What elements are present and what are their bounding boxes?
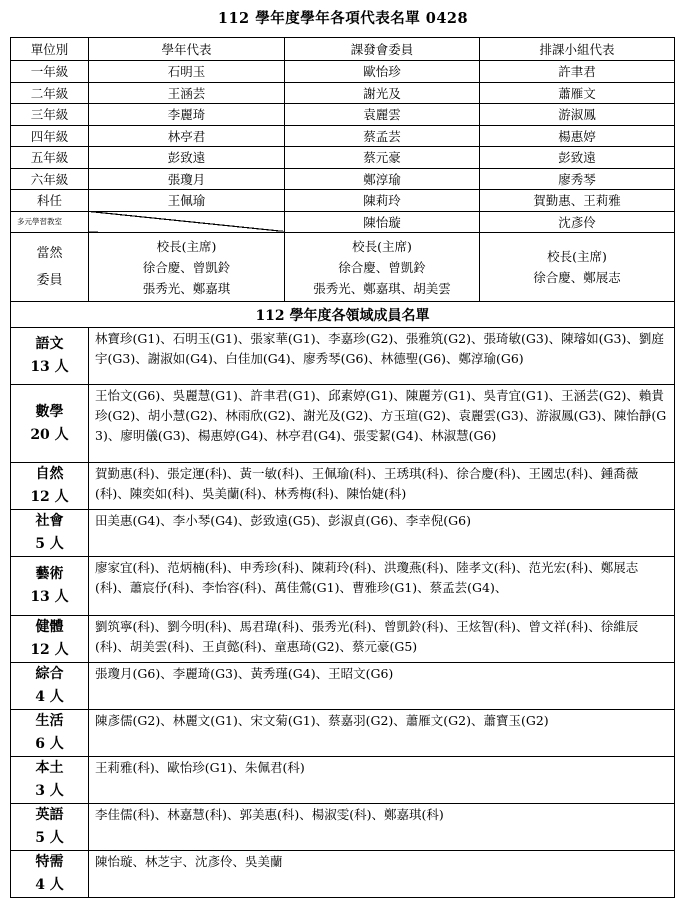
unit-cell: 一年級 <box>11 61 89 83</box>
committee-cell: 陳莉玲 <box>285 190 480 212</box>
domain-name: 綜合 <box>35 666 64 682</box>
schedule-cell: 游淑鳳 <box>480 104 675 126</box>
domain-members: 田美惠(G4)、李小琴(G4)、彭致遠(G5)、彭淑貞(G6)、李幸倪(G6) <box>89 510 675 557</box>
domain-name: 生活 <box>35 713 64 729</box>
domain-members: 王莉雅(科)、歐怡珍(G1)、朱佩君(科) <box>89 757 675 804</box>
grade-rep-cell: 張瓊月 <box>89 168 285 190</box>
committee-cell: 袁麗雲 <box>285 104 480 126</box>
unit-cell: 五年級 <box>11 147 89 169</box>
domain-members: 劉筑寧(科)、劉今明(科)、馬君瑋(科)、張秀光(科)、曾凱鈴(科)、王炫智(科)、曾文祥(科)、徐維辰(科)、胡美雲(科)、王貞懿(科)、童惠琦(G2)、蔡元豪(G5) <box>89 616 675 663</box>
domain-name: 語文 <box>35 336 64 352</box>
grade-rep-cell: 王佩瑜 <box>89 190 285 212</box>
domain-row <box>11 804 675 851</box>
domain-count: 13 人 <box>30 589 69 605</box>
domain-name: 特需 <box>35 854 64 870</box>
ex-officio-label <box>11 233 89 302</box>
committee-cell: 歐怡珍 <box>285 61 480 83</box>
rep-row <box>11 61 675 83</box>
multi-room-row <box>11 211 675 233</box>
domain-count: 5 人 <box>35 830 64 846</box>
domain-members: 張瓊月(G6)、李麗琦(G3)、黃秀瑾(G4)、王昭文(G6) <box>89 663 675 710</box>
ex-officio-line: 徐合慶、曾凱鈴 <box>142 259 231 275</box>
domain-row <box>11 663 675 710</box>
ex-officio-line: 徐合慶、曾凱鈴 <box>338 259 426 275</box>
domain-name: 藝術 <box>35 566 64 582</box>
domain-label <box>11 757 89 804</box>
domain-label <box>11 663 89 710</box>
schedule-cell: 彭致遠 <box>480 147 675 169</box>
rep-row <box>11 147 675 169</box>
domain-count: 13 人 <box>30 359 69 375</box>
domain-name: 社會 <box>35 513 64 529</box>
ex-officio-grade-rep <box>89 233 285 302</box>
header-cell: 單位別 <box>11 38 89 61</box>
committee-cell: 鄭淳瑜 <box>285 168 480 190</box>
domain-row <box>11 328 675 385</box>
domain-members: 陳彥儒(G2)、林麗文(G1)、宋文菊(G1)、蔡嘉羽(G2)、蕭雁文(G2)、蕭寶玉(G2) <box>89 710 675 757</box>
committee-cell: 謝光及 <box>285 82 480 104</box>
domain-name: 本土 <box>35 760 64 776</box>
header-cell: 學年代表 <box>89 38 285 61</box>
domain-label <box>11 710 89 757</box>
section-title: 112 學年度各領域成員名單 <box>11 302 675 328</box>
rep-row <box>11 104 675 126</box>
domain-label <box>11 851 89 898</box>
domain-row <box>11 757 675 804</box>
grade-rep-cell: 王涵芸 <box>89 82 285 104</box>
header-cell: 課發會委員 <box>285 38 480 61</box>
ex-officio-row <box>11 233 675 302</box>
empty-diagonal-cell <box>89 211 285 233</box>
rep-row <box>11 125 675 147</box>
domain-label <box>11 328 89 385</box>
domain-row <box>11 851 675 898</box>
committee-cell: 蔡元豪 <box>285 147 480 169</box>
schedule-cell: 賀勤惠、王莉雅 <box>480 190 675 212</box>
header-row <box>11 38 675 61</box>
schedule-cell: 蕭雁文 <box>480 82 675 104</box>
domain-members: 賀勤惠(科)、張定運(科)、黃一敏(科)、王佩瑜(科)、王琇琪(科)、徐合慶(科)、王國忠(科)、鍾喬薇(科)、陳奕如(科)、吳美蘭(科)、林秀梅(科)、陳怡婕(科) <box>89 463 675 510</box>
ex-officio-label-line: 委員 <box>36 273 63 288</box>
domain-label <box>11 557 89 616</box>
domain-row <box>11 463 675 510</box>
unit-cell: 六年級 <box>11 168 89 190</box>
unit-cell: 三年級 <box>11 104 89 126</box>
grade-rep-cell: 李麗琦 <box>89 104 285 126</box>
domain-name: 數學 <box>35 403 64 420</box>
domain-row <box>11 510 675 557</box>
domain-count: 4 人 <box>35 877 64 893</box>
domain-count: 5 人 <box>35 536 64 552</box>
domain-name: 英語 <box>35 807 64 823</box>
grade-rep-cell: 林亭君 <box>89 125 285 147</box>
rep-row <box>11 190 675 212</box>
ex-officio-line: 校長(主席) <box>156 238 217 254</box>
schedule-cell: 楊惠婷 <box>480 125 675 147</box>
domain-members: 王怡文(G6)、吳麗慧(G1)、許聿君(G1)、邱素婷(G1)、陳麗芳(G1)、吳青宜(G1)、王涵芸(G2)、賴貴珍(G2)、胡小慧(G2)、林雨欣(G2)、謝光及(G2)、方玉瑄(G2)、袁麗雲(G3)、游淑鳳(G3)、陳怡靜(G3)、廖明儀(G3)、楊惠婷(G4)、林亭君(G4)、張雯絜(G4)、林淑慧(G6) <box>89 385 675 463</box>
domain-row <box>11 616 675 663</box>
document-title: 112 學年度學年各項代表名單 0428 <box>217 10 469 27</box>
unit-cell: 科任 <box>11 190 89 212</box>
domain-label <box>11 463 89 510</box>
ex-officio-line: 校長(主席) <box>352 238 412 254</box>
rep-row <box>11 82 675 104</box>
domain-count: 4 人 <box>35 689 64 705</box>
committee-cell: 蔡孟芸 <box>285 125 480 147</box>
domain-row <box>11 557 675 616</box>
unit-cell: 二年級 <box>11 82 89 104</box>
ex-officio-label-line: 當然 <box>36 246 63 261</box>
domain-label <box>11 616 89 663</box>
domain-members: 陳怡璇、林芝宇、沈彥伶、吳美蘭 <box>89 851 675 898</box>
domain-label <box>11 804 89 851</box>
representatives-table <box>10 37 675 898</box>
unit-cell: 多元學習教室 <box>11 211 89 233</box>
domain-count: 3 人 <box>35 783 64 799</box>
grade-rep-cell: 石明玉 <box>89 61 285 83</box>
ex-officio-schedule <box>480 233 675 302</box>
domain-members: 李佳儒(科)、林嘉慧(科)、郭美惠(科)、楊淑雯(科)、鄭嘉琪(科) <box>89 804 675 851</box>
ex-officio-line: 張秀光、鄭嘉琪 <box>142 280 231 296</box>
ex-officio-line: 校長(主席) <box>547 249 607 264</box>
schedule-cell: 沈彥伶 <box>480 211 675 233</box>
committee-cell: 陳怡璇 <box>285 211 480 233</box>
domain-row <box>11 710 675 757</box>
domain-label <box>11 385 89 463</box>
domain-members: 廖家宜(科)、范炳楠(科)、申秀珍(科)、陳莉玲(科)、洪瓊燕(科)、陸孝文(科)、范光宏(科)、鄭展志(科)、蕭宸伃(科)、李怡容(科)、萬佳鶯(G1)、曹雅珍(G1)、蔡孟芸(G4)、 <box>89 557 675 616</box>
domain-count: 6 人 <box>35 736 64 752</box>
schedule-cell: 許聿君 <box>480 61 675 83</box>
domain-label <box>11 510 89 557</box>
schedule-cell: 廖秀琴 <box>480 168 675 190</box>
domain-row <box>11 385 675 463</box>
domain-count: 12 人 <box>30 489 69 505</box>
ex-officio-line: 張秀光、鄭嘉琪、胡美雲 <box>313 280 451 296</box>
ex-officio-committee <box>285 233 480 302</box>
domain-name: 自然 <box>35 466 64 482</box>
domain-name: 健體 <box>35 619 64 635</box>
domain-count: 20 人 <box>30 426 69 443</box>
rep-row <box>11 168 675 190</box>
header-cell: 排課小組代表 <box>480 38 675 61</box>
ex-officio-line: 徐合慶、鄭展志 <box>533 270 621 285</box>
section-title-row <box>11 302 675 328</box>
unit-cell: 四年級 <box>11 125 89 147</box>
grade-rep-cell: 彭致遠 <box>89 147 285 169</box>
domain-members: 林寶珍(G1)、石明玉(G1)、張家華(G1)、李嘉珍(G2)、張雅筑(G2)、張琦敏(G3)、陳璿如(G3)、劉庭宇(G3)、謝淑如(G4)、白佳加(G4)、廖秀琴(G6)、林德聖(G6)、鄭淳瑜(G6) <box>89 328 675 385</box>
domain-count: 12 人 <box>30 642 69 658</box>
